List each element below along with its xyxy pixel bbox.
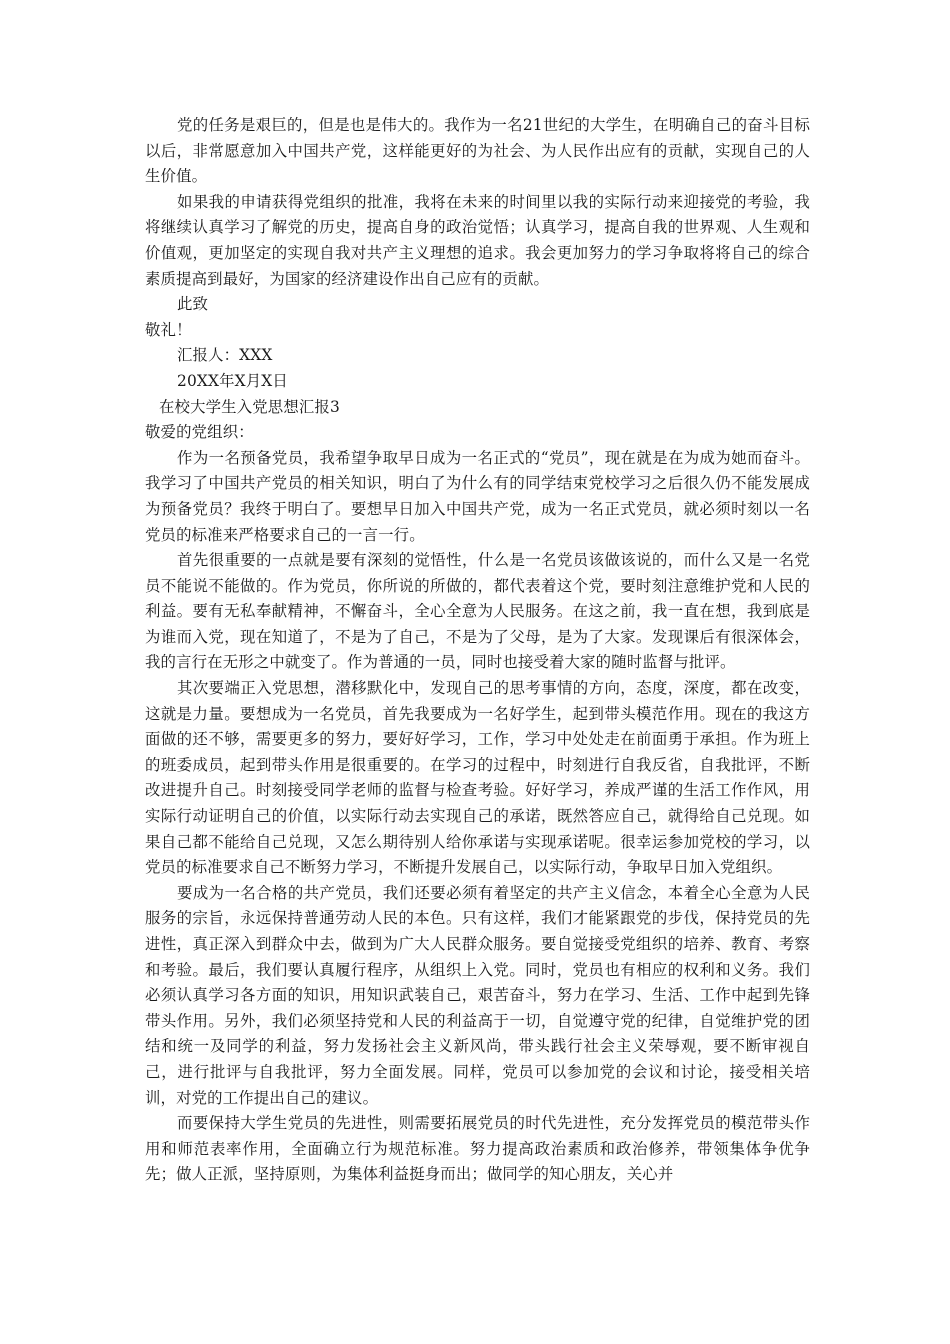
closing-salutation: 此致 — [177, 295, 209, 314]
document-page — [145, 113, 810, 1188]
report-date: 20XX年X月X日 — [177, 371, 288, 390]
paragraph-belief: 要成为一名合格的共产党员，我们还要必须有着坚定的共产主义信念，本着全心全意为人民服务的宗旨，永远保持普通劳动人民的本色。只有这样，我们才能紧跟党的步伐，保持党员的先进性，真正深入到群众中去，做到为广大人民群众服务。要自觉接受党组织的培养、教育、考察和考验。最后，我们要认真履行程序，从组织上入党。同时，党员也有相应的权利和义务。我们必须认真学习各方面的知识，用知识武装自己，艰苦奋斗，努力在学习、生活、工作中起到先锋带头作用。另外，我们必须坚持党和人民的利益高于一切，自觉遵守党的纪律，自觉维护党的团结和统一及同学的利益，努力发扬社会主义新风尚，带头践行社会主义荣辱观，要不断审视自己，进行批评与自我批评，努力全面发展。同样，党员可以参加党的会议和讨论，接受相关培训，对党的工作提出自己的建议。 — [145, 883, 810, 1107]
paragraph-commitment: 如果我的申请获得党组织的批准，我将在未来的时间里以我的实际行动来迎接党的考验，我将继续认真学习了解党的历史，提高自身的政治觉悟；认真学习，提高自我的世界观、人生观和价值观，更加坚定的实现自我对共产主义理想的追求。我会更加努力的学习争取将将自己的综合素质提高到最好，为国家的经济建设作出自己应有的贡献。 — [145, 192, 810, 288]
paragraph-attitude: 其次要端正入党思想，潜移默化中，发现自己的思考事情的方向，态度，深度，都在改变，这就是力量。要想成为一名党员，首先我要成为一名好学生，起到带头模范作用。现在的我这方面做的还不够，需要更多的努力，要好好学习，工作，学习中处处走在前面勇于承担。作为班上的班委成员，起到带头作用是很重要的。在学习的过程中，时刻进行自我反省，自我批评，不断改进提升自己。时刻接受同学老师的监督与检查考验。好好学习，养成严谨的生活工作作风，用实际行动证明自己的价值，以实际行动去实现自己的承诺，既然答应自己，就得给自己兑现。如果自己都不能给自己兑现，又怎么期待别人给你承诺与实现承诺呢。很幸运参加党校的学习，以党员的标准要求自己不断努力学习，不断提升发展自己，以实际行动，争取早日加入党组织。 — [145, 679, 810, 877]
section-title: 在校大学生入党思想汇报3 — [159, 397, 340, 416]
paragraph-intro: 作为一名预备党员，我希望争取早日成为一名正式的“党员”，现在就是在为成为她而奋斗。我学习了中国共产党员的相关知识，明白了为什么有的同学结束党校学习之后很久仍不能发展成为预备党员？我终于明白了。要想早日加入中国共产党，成为一名正式党员，就必须时刻以一名党员的标准来严格要求自己的一言一行。 — [145, 448, 810, 544]
paragraph-awareness: 首先很重要的一点就是要有深刻的觉悟性，什么是一名党员该做该说的，而什么又是一名党员不能说不能做的。作为党员，你所说的所做的，都代表着这个党，要时刻注意维护党和人民的利益。要有无私奉献精神，不懈奋斗，全心全意为人民服务。在这之前，我一直在想，我到底是为谁而入党，现在知道了，不是为了自己，不是为了父母，是为了大家。发现课后有很深体会，我的言行在无形之中就变了。作为普通的一员，同时也接受着大家的随时监督与批评。 — [145, 551, 810, 672]
greeting: 敬爱的党组织： — [145, 423, 254, 442]
closing-respect: 敬礼！ — [145, 320, 192, 339]
paragraph-goal: 党的任务是艰巨的，但是也是伟大的。我作为一名21世纪的大学生，在明确自己的奋斗目标以后，非常愿意加入中国共产党，这样能更好的为社会、为人民作出应有的贡献，实现自己的人生价值。 — [145, 116, 810, 186]
paragraph-advanced: 而要保持大学生党员的先进性，则需要拓展党员的时代先进性，充分发挥党员的模范带头作用和师范表率作用，全面确立行为规范标准。努力提高政治素质和政治修养，带领集体争优争先；做人正派，坚持原则，为集体利益挺身而出；做同学的知心朋友，关心并 — [145, 1114, 810, 1184]
reporter-name: 汇报人：XXX — [177, 346, 273, 365]
